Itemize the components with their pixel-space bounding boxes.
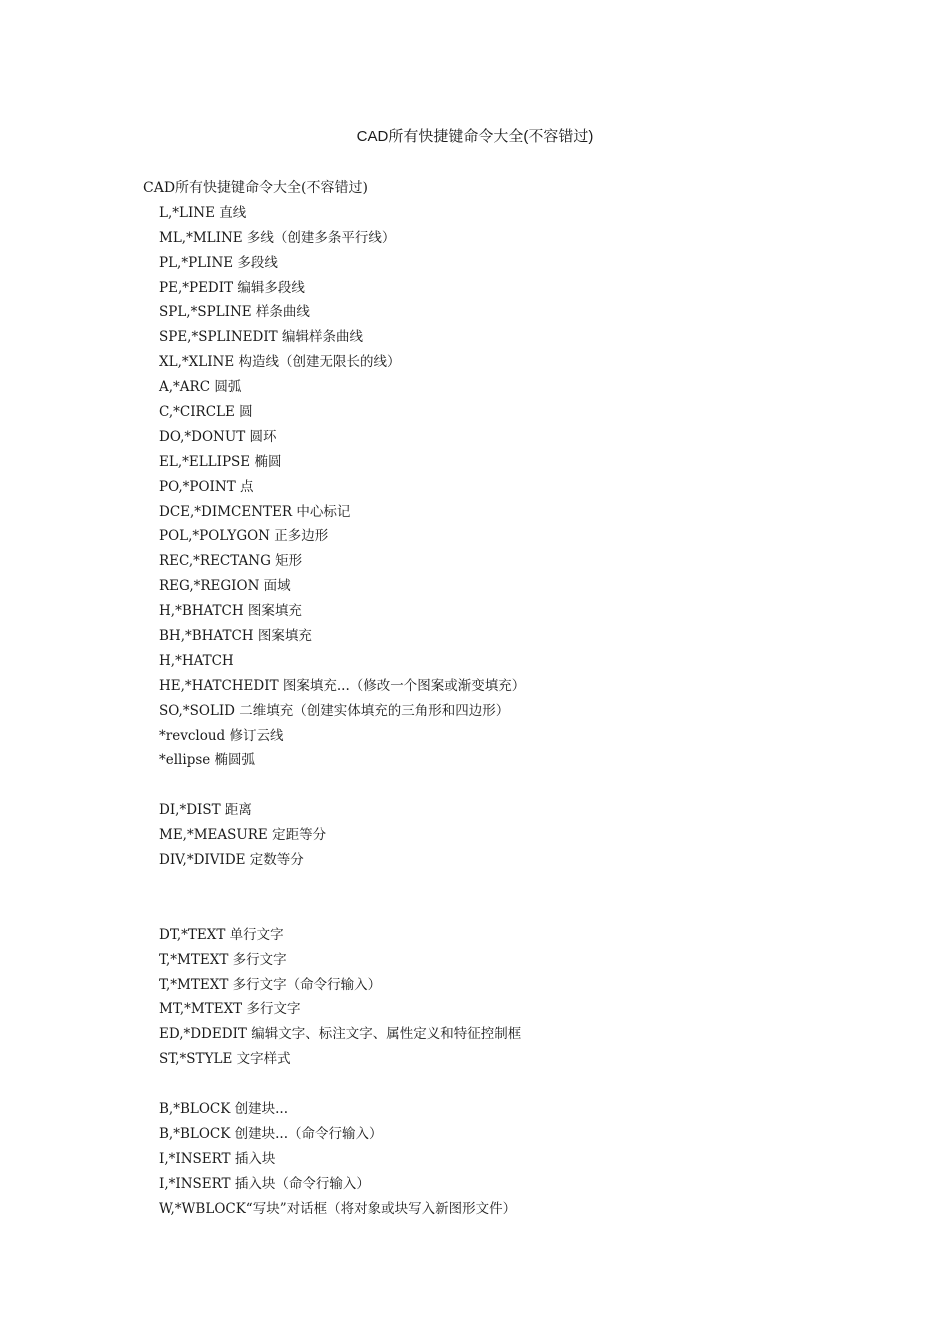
blank-line — [159, 773, 903, 798]
command-line: POL,*POLYGON 正多边形 — [159, 528, 329, 545]
command-line: HE,*HATCHEDIT 图案填充...（修改一个图案或渐变填充） — [159, 677, 526, 694]
document-body — [143, 176, 903, 1221]
command-line: SPL,*SPLINE 样条曲线 — [159, 304, 310, 321]
command-line: DCE,*DIMCENTER 中心标记 — [159, 503, 351, 520]
blank-line — [159, 1072, 903, 1097]
command-line: DIV,*DIVIDE 定数等分 — [159, 852, 304, 869]
page-title: CAD所有快捷键命令大全(不容错过) — [356, 128, 594, 145]
command-line: ML,*MLINE 多线（创建多条平行线） — [159, 229, 396, 246]
command-line: PE,*PEDIT 编辑多段线 — [159, 279, 305, 296]
blank-line — [159, 873, 903, 898]
command-line: C,*CIRCLE 圆 — [159, 404, 253, 421]
command-line: A,*ARC 圆弧 — [159, 379, 242, 396]
command-list — [143, 201, 903, 1222]
command-line: XL,*XLINE 构造线（创建无限长的线） — [159, 354, 401, 371]
command-line: ED,*DDEDIT 编辑文字、标注文字、属性定义和特征控制框 — [159, 1026, 522, 1043]
command-line: L,*LINE 直线 — [159, 204, 247, 221]
command-line: EL,*ELLIPSE 椭圆 — [159, 453, 282, 470]
command-line: DO,*DONUT 圆环 — [159, 428, 277, 445]
document-heading: CAD所有快捷键命令大全(不容错过) — [143, 180, 368, 196]
command-line: *ellipse 椭圆弧 — [159, 752, 256, 769]
command-line: MT,*MTEXT 多行文字 — [159, 1001, 301, 1018]
command-line: SO,*SOLID 二维填充（创建实体填充的三角形和四边形） — [159, 702, 510, 719]
command-line: B,*BLOCK 创建块... — [159, 1100, 288, 1117]
command-line: ST,*STYLE 文字样式 — [159, 1051, 291, 1068]
command-line: PL,*PLINE 多段线 — [159, 254, 278, 271]
command-line: W,*WBLOCK“写块”对话框（将对象或块写入新图形文件） — [159, 1200, 517, 1217]
command-line: DI,*DIST 距离 — [159, 802, 252, 819]
command-line: I,*INSERT 插入块（命令行输入） — [159, 1175, 370, 1192]
command-line: ME,*MEASURE 定距等分 — [159, 827, 327, 844]
command-line: H,*BHATCH 图案填充 — [159, 603, 302, 620]
command-line: SPE,*SPLINEDIT 编辑样条曲线 — [159, 329, 363, 346]
command-line: PO,*POINT 点 — [159, 478, 254, 495]
command-line: REG,*REGION 面域 — [159, 578, 291, 595]
command-line: H,*HATCH — [159, 652, 234, 669]
command-line: *revcloud 修订云线 — [159, 727, 284, 744]
command-line: REC,*RECTANG 矩形 — [159, 553, 303, 570]
command-line: I,*INSERT 插入块 — [159, 1150, 276, 1167]
command-line: T,*MTEXT 多行文字 — [159, 951, 287, 968]
command-line: BH,*BHATCH 图案填充 — [159, 628, 312, 645]
command-line: DT,*TEXT 单行文字 — [159, 926, 284, 943]
blank-line — [159, 898, 903, 923]
command-line: T,*MTEXT 多行文字（命令行输入） — [159, 976, 382, 993]
command-line: B,*BLOCK 创建块...（命令行输入） — [159, 1125, 383, 1142]
